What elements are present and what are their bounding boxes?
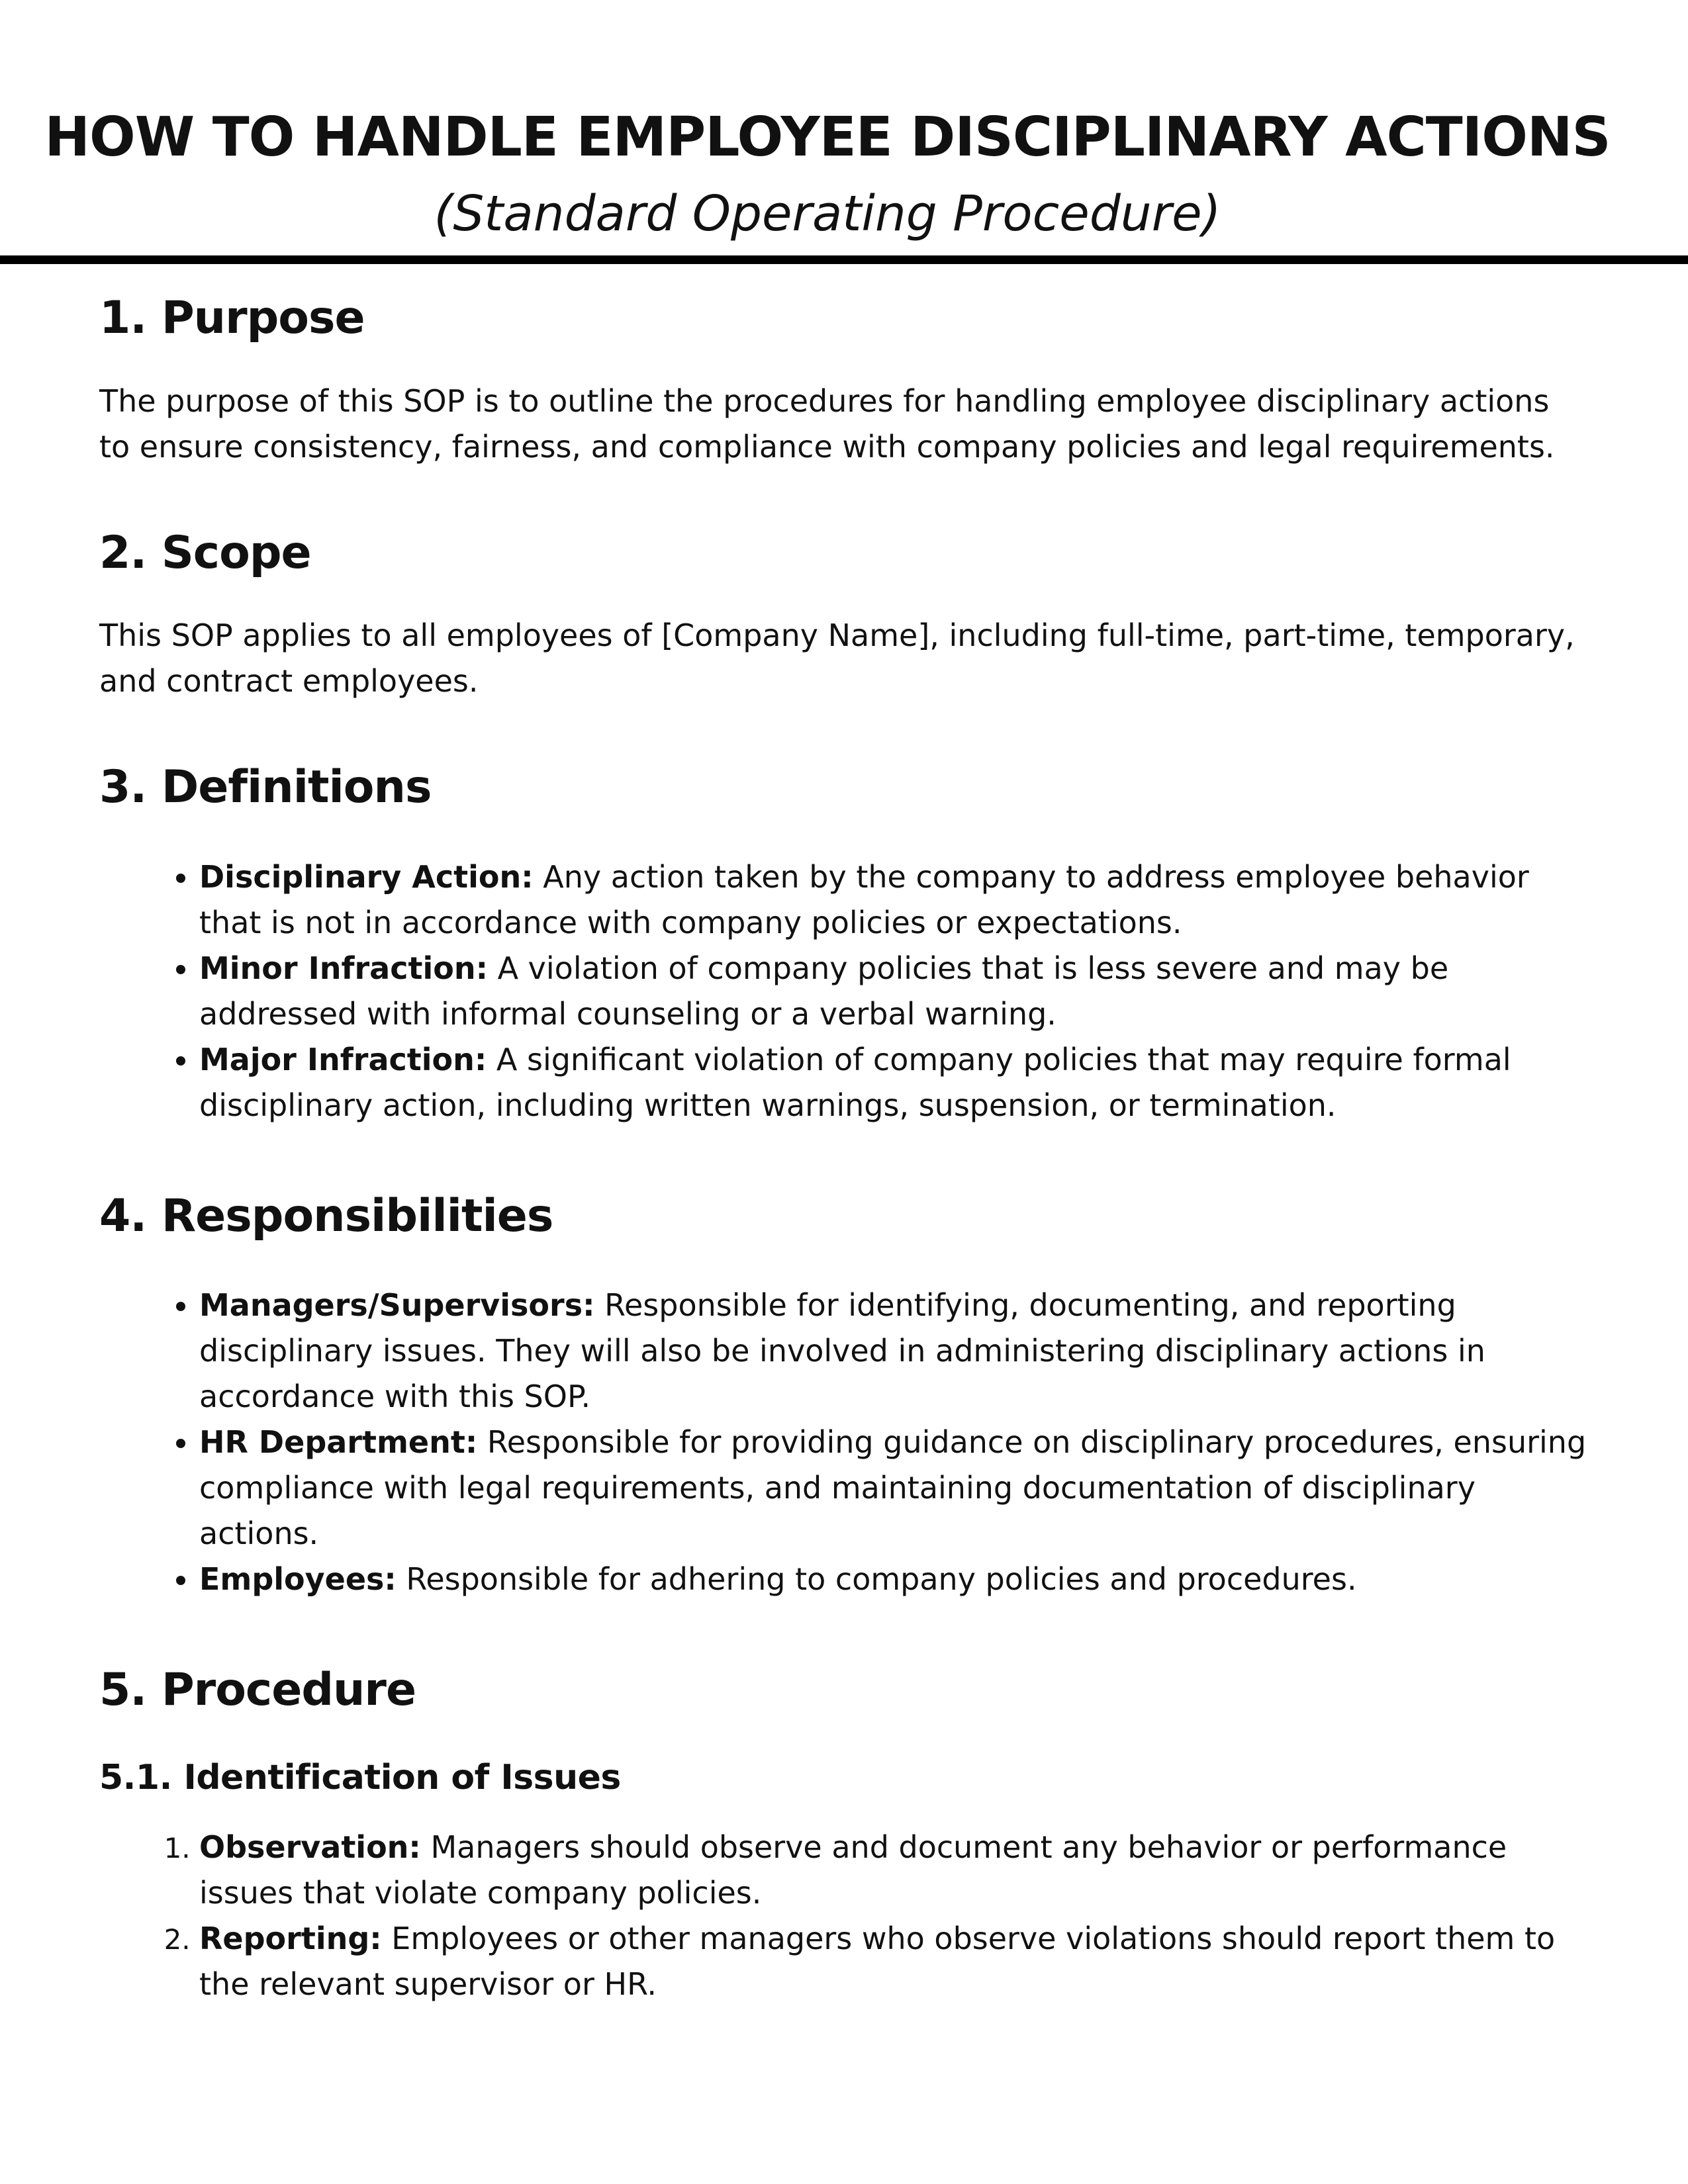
section-heading-definitions: 3. Definitions bbox=[99, 761, 432, 814]
list-item bbox=[199, 1916, 1589, 2007]
list-item bbox=[199, 1037, 1589, 1128]
list-item bbox=[199, 1283, 1589, 1420]
responsibility-text: Responsible for providing guidance on disciplinary procedures, ensuring compliance with legal requirements, and maintaining documentation of disciplinary actions. bbox=[199, 1424, 1587, 1552]
section-purpose bbox=[99, 291, 1589, 470]
document-title: HOW TO HANDLE EMPLOYEE DISCIPLINARY ACTIONS bbox=[44, 106, 1611, 169]
scope-text: This SOP applies to all employees of [Company Name], including full-time, part-time, temporary, and contract employees. bbox=[99, 617, 1575, 700]
identification-steps-list bbox=[99, 1825, 1589, 2007]
responsibility-text: Responsible for identifying, documenting, and reporting disciplinary issues. They will also be involved in administering disciplinary actions in accordance with this SOP. bbox=[199, 1287, 1485, 1415]
document-subtitle: (Standard Operating Procedure) bbox=[434, 185, 1221, 242]
section-heading-purpose: 1. Purpose bbox=[99, 292, 365, 344]
responsibility-role: HR Department: bbox=[199, 1424, 478, 1461]
responsibility-role: Employees: bbox=[199, 1561, 397, 1598]
list-item bbox=[199, 854, 1589, 946]
definition-text: A significant violation of company policies that may require formal disciplinary action, including written warnings, suspension, or termination. bbox=[199, 1041, 1511, 1123]
document-body bbox=[99, 291, 1589, 2007]
header-divider bbox=[0, 255, 1688, 264]
list-item bbox=[199, 1557, 1589, 1602]
definition-term: Minor Infraction: bbox=[199, 950, 488, 986]
step-text: Managers should observe and document any behavior or performance issues that violate company policies. bbox=[199, 1829, 1507, 1911]
definition-term: Disciplinary Action: bbox=[199, 858, 534, 895]
subsection-heading-identification: 5.1. Identification of Issues bbox=[99, 1757, 621, 1797]
purpose-text: The purpose of this SOP is to outline the procedures for handling employee disciplinary actions to ensure consistency, fairness, and compliance with company policies and legal requirements. bbox=[99, 383, 1555, 465]
responsibility-text: Responsible for adhering to company policies and procedures. bbox=[396, 1561, 1357, 1598]
section-scope bbox=[99, 526, 1589, 705]
definition-term: Major Infraction: bbox=[199, 1041, 487, 1077]
responsibilities-list bbox=[99, 1283, 1589, 1602]
step-text: Employees or other managers who observe violations should report them to the relevant supervisor or HR. bbox=[199, 1921, 1556, 2003]
section-procedure bbox=[99, 1663, 1589, 2007]
list-item bbox=[199, 1825, 1589, 1916]
section-heading-responsibilities: 4. Responsibilities bbox=[99, 1189, 553, 1242]
step-term: Reporting: bbox=[199, 1921, 382, 1957]
step-term: Observation: bbox=[199, 1829, 421, 1866]
list-item bbox=[199, 946, 1589, 1037]
section-definitions bbox=[99, 760, 1589, 1128]
section-heading-scope: 2. Scope bbox=[99, 526, 311, 579]
definitions-list bbox=[99, 854, 1589, 1128]
responsibility-role: Managers/Supervisors: bbox=[199, 1287, 595, 1324]
definition-text: A violation of company policies that is less severe and may be addressed with informal counseling or a verbal warning. bbox=[199, 950, 1449, 1032]
section-heading-procedure: 5. Procedure bbox=[99, 1664, 416, 1717]
section-responsibilities bbox=[99, 1189, 1589, 1603]
definition-text: Any action taken by the company to address employee behavior that is not in accordance with company policies or expectations. bbox=[199, 858, 1529, 940]
list-item bbox=[199, 1420, 1589, 1557]
